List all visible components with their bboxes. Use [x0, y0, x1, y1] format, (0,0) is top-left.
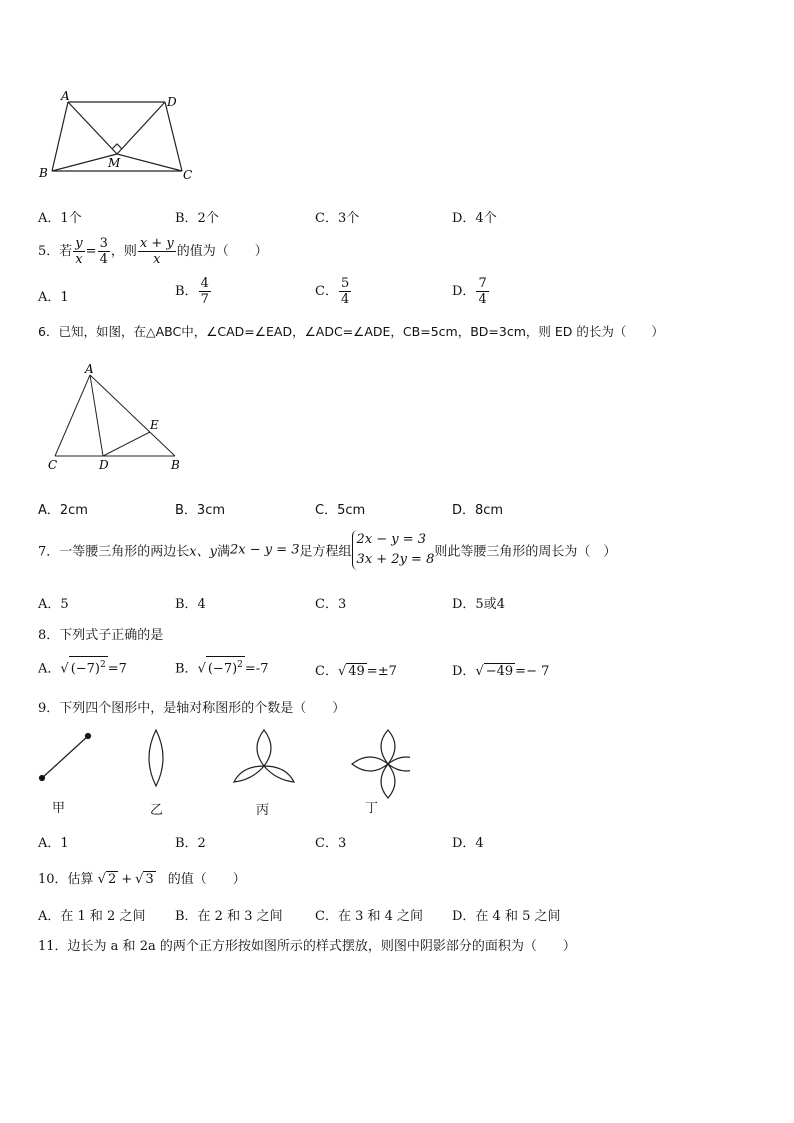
- q7-mid2: 足方程组: [299, 544, 352, 560]
- q9-label-jia: 甲: [52, 801, 66, 816]
- q9-figure-ding: [352, 730, 410, 798]
- q6-option-a: A．2cm: [38, 503, 88, 518]
- q4-label-m: M: [108, 156, 121, 170]
- q10-question: 10．估算 √ 2 + √ 3 的值（ ）: [38, 872, 246, 887]
- q5-question: [38, 236, 268, 267]
- q7-suffix: 则此等腰三角形的周长为（ ）: [434, 544, 617, 560]
- q10-option-a: A．在 1 和 2 之间: [38, 909, 146, 924]
- q7-question: [38, 530, 616, 570]
- q4-option-d: D．4个: [452, 211, 497, 226]
- q5-option-d: D． $\frac{7}{4}$: [452, 276, 487, 307]
- q6-option-d: D．8cm: [452, 503, 504, 518]
- q6-option-b: B．3cm: [175, 503, 226, 518]
- q5-option-c: C． $\frac{5}{4}$: [315, 276, 350, 307]
- q7-option-a: A．5: [38, 597, 69, 612]
- q10-option-d: D．在 4 和 5 之间: [452, 909, 561, 924]
- q9-option-c: C．3: [315, 836, 347, 851]
- q5-number: 5．: [38, 244, 60, 259]
- q5-middle: ，则: [110, 244, 137, 259]
- q5-suffix: 的值为（ ）: [176, 244, 268, 259]
- q6-label-a: A: [85, 362, 94, 376]
- q5-fraction-34: $\frac{3}{4}$: [99, 236, 108, 267]
- q9-option-a: A．1: [38, 836, 69, 851]
- q5-prefix: 若: [59, 244, 73, 259]
- q4-label-b: B: [39, 166, 48, 180]
- q4-option-c: C．3个: [315, 211, 360, 226]
- q11-question: 11．边长为 a 和 2a 的两个正方形按如图所示的样式摆放，则图中阴影部分的面积为（ ）: [38, 939, 576, 954]
- q4-option-a: A．1个: [38, 211, 82, 226]
- q8-option-b: B．√ $(-7)^2 =-7$: [175, 656, 268, 677]
- q4-label-d: D: [167, 95, 177, 109]
- q7-option-b: B．4: [175, 597, 206, 612]
- q4-option-b: B．2个: [175, 211, 219, 226]
- q7-system: 2x − y = 3 3x + 2y = 8: [352, 530, 435, 570]
- q6-label-d: D: [99, 458, 109, 472]
- q6-figure: [40, 362, 200, 472]
- q9-figures: [30, 728, 410, 818]
- q8-option-d: D．√ −49 =− 7: [452, 664, 550, 679]
- q9-label-yi: 乙: [150, 803, 164, 818]
- q6-question: 6．已知，如图，在△ABC中，∠CAD=∠EAD，∠ADC=∠ADE，CB=5cm，BD=3cm，则 ED 的长为（ ）: [38, 324, 664, 339]
- q9-figure-bing: [234, 730, 294, 782]
- q6-label-b: B: [171, 458, 180, 472]
- q5-fraction-xy: $\frac{x + y}{x}$: [139, 236, 174, 267]
- q9-figure-yi: [149, 730, 163, 786]
- q5-option-a: A．1: [38, 290, 69, 305]
- q9-option-b: B．2: [175, 836, 206, 851]
- q4-label-c: C: [183, 168, 193, 182]
- q8-question: 8．下列式子正确的是: [38, 628, 164, 643]
- q7-vars: x、y: [189, 544, 217, 560]
- q8-option-a: A．√ $(-7)^2 =7$: [38, 656, 127, 677]
- q9-label-ding: 丁: [365, 801, 379, 816]
- q10-option-b: B．在 2 和 3 之间: [175, 909, 283, 924]
- q6-label-e: E: [150, 418, 159, 432]
- q5-equals: =: [85, 244, 97, 259]
- q9-figure-jia: [40, 734, 91, 781]
- q6-label-c: C: [48, 458, 58, 472]
- q7-prefix: 7．一等腰三角形的两边长: [38, 544, 190, 560]
- q5-fraction-yx: $\frac{y}{x}$: [75, 236, 83, 267]
- q8-option-c: C．√ 49 =±7: [315, 664, 397, 679]
- q4-figure: [30, 88, 200, 188]
- q7-option-c: C．3: [315, 597, 347, 612]
- q6-option-c: C．5cm: [315, 503, 366, 518]
- q9-option-d: D．4: [452, 836, 484, 851]
- q7-equation: 2x − y = 3: [229, 542, 300, 558]
- q9-label-bing: 丙: [256, 803, 270, 818]
- q7-option-d: D．5或4: [452, 597, 505, 612]
- q10-option-c: C．在 3 和 4 之间: [315, 909, 424, 924]
- q9-question: 9．下列四个图形中，是轴对称图形的个数是（ ）: [38, 701, 346, 716]
- q4-label-a: A: [61, 89, 70, 103]
- q7-mid: 满: [216, 544, 230, 560]
- q5-option-b: B． $\frac{4}{7}$: [175, 276, 209, 307]
